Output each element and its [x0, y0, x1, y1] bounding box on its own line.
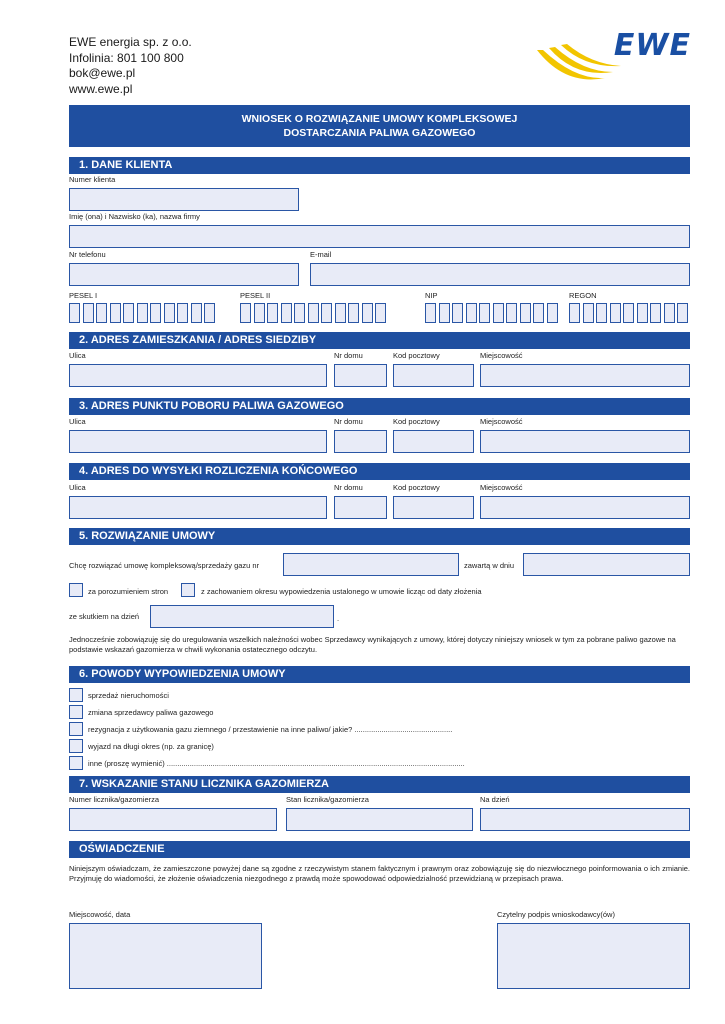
s2-zip-field[interactable] — [393, 364, 474, 387]
s4-house-field[interactable] — [334, 496, 387, 519]
s4-street-label: Ulica — [69, 483, 86, 492]
s3-city-field[interactable] — [480, 430, 690, 453]
s2-street-label: Ulica — [69, 351, 86, 360]
client-number-label: Numer klienta — [69, 175, 116, 184]
signature-label: Czytelny podpis wnioskodawcy(ów) — [497, 910, 615, 919]
reason-checkbox-long-absence[interactable] — [69, 739, 83, 753]
s3-street-label: Ulica — [69, 417, 86, 426]
pesel2-boxes[interactable] — [240, 303, 389, 323]
reason-checkbox-other[interactable] — [69, 756, 83, 770]
email-label: E-mail — [310, 250, 332, 259]
company-info — [69, 35, 192, 97]
company-hotline: Infolinia: 801 100 800 — [69, 50, 184, 65]
client-name-label: Imię (ona) i Nazwisko (ka), nazwa firmy — [69, 212, 200, 221]
form-title-line2: DOSTARCZANIA PALIWA GAZOWEGO — [283, 127, 476, 139]
meter-state-field[interactable] — [286, 808, 473, 831]
s2-house-label: Nr domu — [334, 351, 363, 360]
pesel2-label: PESEL II — [240, 291, 271, 300]
section-reasons-header: 6. POWODY WYPOWIEDZENIA UMOWY — [69, 666, 690, 683]
section-termination-header: 5. ROZWIĄZANIE UMOWY — [69, 528, 690, 545]
section-declaration-header: OŚWIADCZENIE — [69, 841, 690, 858]
nip-boxes[interactable] — [425, 303, 560, 323]
company-web: www.ewe.pl — [69, 81, 133, 96]
reason-label-fuel-change: rezygnacja z użytkowania gazu ziemnego / przestawienie na inne paliwo/ jakie? ............................................... — [88, 725, 453, 734]
section-meter-reading-header: 7. WSKAZANIE STANU LICZNIKA GAZOMIERZA — [69, 776, 690, 793]
client-number-field[interactable] — [69, 188, 299, 211]
effective-date-field[interactable] — [150, 605, 334, 628]
ewe-logo — [535, 28, 695, 90]
section-final-invoice-address-header: 4. ADRES DO WYSYŁKI ROZLICZENIA KOŃCOWEGO — [69, 463, 690, 480]
concluded-date-label: zawartą w dniu — [464, 561, 515, 570]
reason-label-other: inne (proszę wymienić) ............................................................................................................................................... — [88, 759, 465, 768]
company-name: EWE energia sp. z o.o. — [69, 35, 192, 49]
reading-date-label: Na dzień — [480, 795, 510, 804]
s4-zip-field[interactable] — [393, 496, 474, 519]
s3-street-field[interactable] — [69, 430, 327, 453]
s4-street-field[interactable] — [69, 496, 327, 519]
s2-city-label: Miejscowość — [480, 351, 523, 360]
declaration-text: Niniejszym oświadczam, że zamieszczone powyżej dane są zgodne z rzeczywistym stanem faktycznym i prawnym oraz zobowiązuję się do niezwłocznego poinformowania o ich zmianie. Przyjmuję do wiadomości, że złożenie oświadczenia niezgodnego z prawdą może spowodować odpowiedzialność przewidzianą w przepisach prawa. — [69, 864, 690, 883]
contract-number-label: Chcę rozwiązać umowę kompleksową/sprzedaży gazu nr — [69, 561, 260, 570]
pesel1-label: PESEL I — [69, 291, 98, 300]
s3-zip-label: Kod pocztowy — [393, 417, 440, 426]
s2-street-field[interactable] — [69, 364, 327, 387]
reason-label-property-sale: sprzedaż nieruchomości — [88, 691, 169, 700]
s4-house-label: Nr domu — [334, 483, 363, 492]
nip-label: NIP — [425, 291, 438, 300]
reason-checkbox-property-sale[interactable] — [69, 688, 83, 702]
s3-city-label: Miejscowość — [480, 417, 523, 426]
agreement-label: za porozumieniem stron — [88, 587, 169, 596]
s2-city-field[interactable] — [480, 364, 690, 387]
reading-date-field[interactable] — [480, 808, 690, 831]
pesel1-boxes[interactable] — [69, 303, 218, 323]
reason-checkbox-supplier-change[interactable] — [69, 705, 83, 719]
s3-zip-field[interactable] — [393, 430, 474, 453]
notice-period-label: z zachowaniem okresu wypowiedzenia ustalonego w umowie licząc od daty złożenia — [201, 587, 482, 596]
regon-label: REGON — [569, 291, 597, 300]
signature-field[interactable] — [497, 923, 690, 989]
section-residence-address-header: 2. ADRES ZAMIESZKANIA / ADRES SIEDZIBY — [69, 332, 690, 349]
section-gas-point-address-header: 3. ADRES PUNKTU POBORU PALIWA GAZOWEGO — [69, 398, 690, 415]
form-title-line1: WNIOSEK O ROZWIĄZANIE UMOWY KOMPLEKSOWEJ — [241, 113, 518, 125]
effective-date-label: ze skutkiem na dzień — [69, 612, 140, 621]
s3-house-field[interactable] — [334, 430, 387, 453]
section-client-data-header: 1. DANE KLIENTA — [69, 157, 690, 174]
concluded-date-field[interactable] — [523, 553, 690, 576]
s2-zip-label: Kod pocztowy — [393, 351, 440, 360]
settlement-note: Jednocześnie zobowiązuję się do uregulowania wszelkich należności wobec Sprzedawcy wynikających z umowy, której dotyczy niniejszy wniosek w tym za pobrane paliwo gazowe na podstawie wskazań gazomierza w chwili wykonania ostatecznego odczytu. — [69, 635, 676, 654]
phone-field[interactable] — [69, 263, 299, 286]
email-field[interactable] — [310, 263, 690, 286]
agreement-checkbox[interactable] — [69, 583, 83, 597]
reason-checkbox-fuel-change[interactable] — [69, 722, 83, 736]
regon-boxes[interactable] — [569, 303, 691, 323]
notice-period-checkbox[interactable] — [181, 583, 195, 597]
logo-text: EWE — [613, 28, 691, 63]
reason-label-supplier-change: zmiana sprzedawcy paliwa gazowego — [88, 708, 214, 717]
reason-label-long-absence: wyjazd na długi okres (np. za granicę) — [88, 742, 214, 751]
meter-number-field[interactable] — [69, 808, 277, 831]
s4-city-field[interactable] — [480, 496, 690, 519]
place-date-label: Miejscowość, data — [69, 910, 131, 919]
s4-zip-label: Kod pocztowy — [393, 483, 440, 492]
contract-number-field[interactable] — [283, 553, 459, 576]
form-title — [69, 105, 690, 147]
phone-label: Nr telefonu — [69, 250, 106, 259]
s4-city-label: Miejscowość — [480, 483, 523, 492]
client-name-field[interactable] — [69, 225, 690, 248]
s3-house-label: Nr domu — [334, 417, 363, 426]
s2-house-field[interactable] — [334, 364, 387, 387]
effective-date-dot: . — [337, 614, 340, 623]
company-email: bok@ewe.pl — [69, 66, 136, 80]
meter-number-label: Numer licznika/gazomierza — [69, 795, 160, 804]
place-date-field[interactable] — [69, 923, 262, 989]
meter-state-label: Stan licznika/gazomierza — [286, 795, 369, 804]
